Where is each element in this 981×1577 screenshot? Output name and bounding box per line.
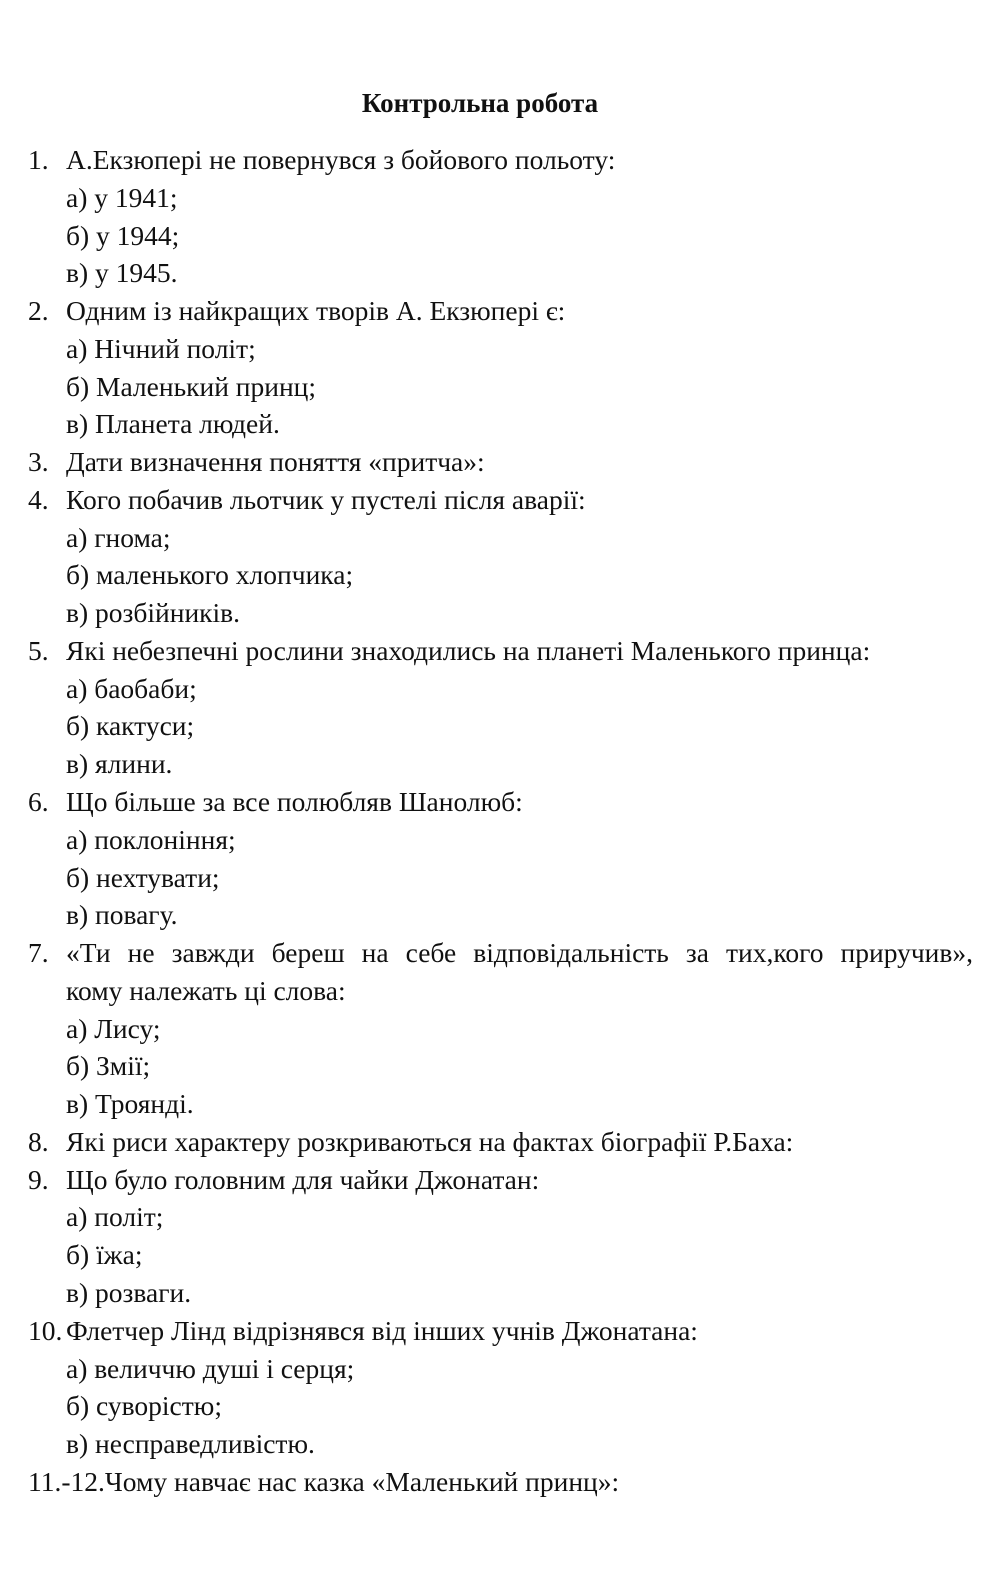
- answer-option: в) у 1945.: [66, 257, 178, 289]
- answer-option: в) Троянді.: [66, 1088, 194, 1120]
- answer-option: в) розваги.: [66, 1276, 192, 1308]
- question-text: Флетчер Лінд відрізнявся від інших учнів Джонатана:: [66, 1314, 698, 1346]
- answer-option: в) розбійників.: [66, 597, 241, 629]
- answer-option: б) маленького хлопчика;: [66, 559, 354, 591]
- answer-option: а) у 1941;: [66, 181, 178, 213]
- question-5: [0, 632, 981, 670]
- question-number: 2.: [28, 295, 49, 327]
- question-list: [0, 141, 981, 1501]
- question-number: 3.: [28, 446, 49, 478]
- question-number: 6.: [28, 786, 49, 818]
- question-number: 5.: [28, 634, 49, 666]
- question-9: [0, 1161, 981, 1199]
- question-text: Дати визначення поняття «притча»:: [66, 446, 485, 478]
- answer-option: б) Змії;: [66, 1050, 151, 1082]
- question-text: А.Екзюпері не повернувся з бойового польоту:: [66, 144, 616, 175]
- answer-option: в) несправедливістю.: [66, 1428, 315, 1460]
- question-number: 1.: [28, 144, 49, 175]
- question-text: Що було головним для чайки Джонатан:: [66, 1163, 540, 1195]
- answer-option: б) кактуси;: [66, 710, 195, 742]
- answer-option: а) баобаби;: [66, 672, 197, 704]
- question-number: 9.: [28, 1163, 49, 1195]
- answer-option: а) Нічний політ;: [66, 332, 256, 364]
- answer-option: б) їжа;: [66, 1239, 143, 1271]
- answer-option: а) політ;: [66, 1201, 164, 1233]
- question-4: [0, 481, 981, 519]
- question-number: 10.: [28, 1314, 63, 1346]
- question-text: Кого побачив льотчик у пустелі після аварії:: [66, 483, 586, 515]
- answer-option: б) нехтувати;: [66, 861, 220, 893]
- document-title: Контрольна робота: [361, 88, 599, 118]
- answer-option: а) величчю душі і серця;: [66, 1352, 355, 1384]
- question-7: [0, 934, 981, 972]
- question-1: [0, 141, 981, 179]
- question-6: [0, 783, 981, 821]
- question-text: Які небезпечні рослини знаходились на планеті Маленького принца:: [66, 634, 871, 666]
- question-text: Чому навчає нас казка «Маленький принц»:: [104, 1465, 620, 1497]
- question-number: 4.: [28, 483, 49, 515]
- question-text: Що більше за все полюбляв Шанолюб:: [66, 786, 523, 818]
- question-3: [0, 443, 981, 481]
- answer-option: б) у 1944;: [66, 219, 180, 251]
- answer-option: в) ялини.: [66, 748, 173, 780]
- question-text: «Ти не завжди береш на себе відповідальність за тих,кого приручив»,: [66, 937, 973, 969]
- question-text: Одним із найкращих творів А. Екзюпері є:: [66, 295, 566, 327]
- question-text: Які риси характеру розкриваються на фактах біографії Р.Баха:: [66, 1125, 794, 1157]
- question-8: [0, 1123, 981, 1161]
- answer-option: а) поклоніння;: [66, 823, 236, 855]
- question-number: 7.: [28, 937, 49, 969]
- question-10: [0, 1312, 981, 1350]
- question-11-12: [0, 1463, 981, 1501]
- question-number: 11.-12.: [28, 1465, 105, 1497]
- question-2: [0, 292, 981, 330]
- answer-option: в) повагу.: [66, 899, 178, 931]
- answer-option: б) Маленький принц;: [66, 370, 317, 402]
- answer-option: а) гнома;: [66, 521, 171, 553]
- question-text-continued: кому належать ці слова:: [66, 974, 346, 1006]
- answer-option: б) суворістю;: [66, 1390, 222, 1422]
- answer-option: в) Планета людей.: [66, 408, 280, 440]
- answer-option: а) Лису;: [66, 1012, 161, 1044]
- question-number: 8.: [28, 1125, 49, 1157]
